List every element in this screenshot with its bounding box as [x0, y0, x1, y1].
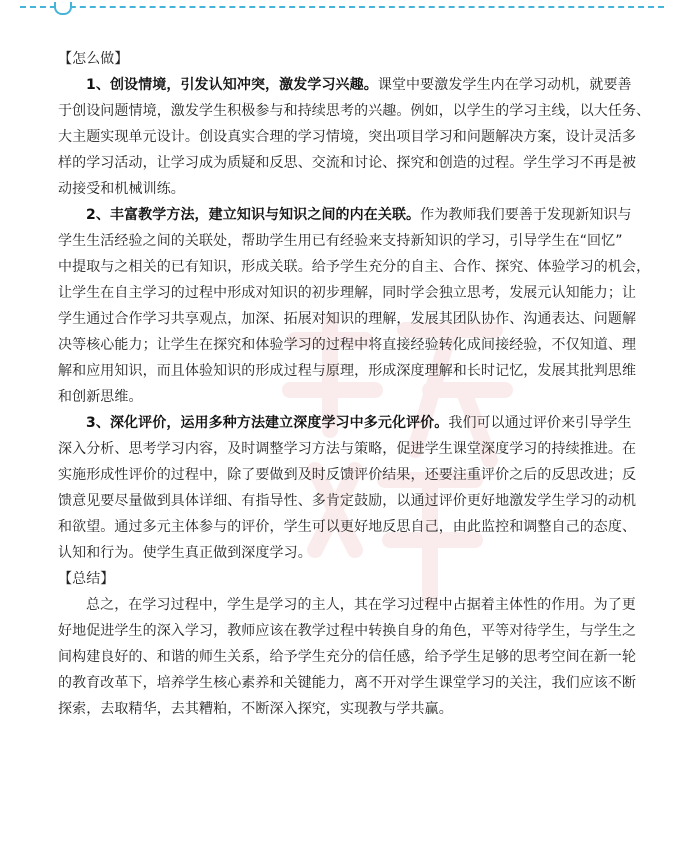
summary-line-5: 探索，去取精华，去其糟粕，不断深入探究，实现教与学共赢。 [58, 701, 453, 717]
point1-first-line [86, 72, 638, 98]
point2-line-4: 让学生在自主学习的过程中形成对知识的初步理解，同时学会独立思考，发展元认知能力；让 [58, 285, 637, 301]
point1-line-5: 动接受和机械训练。 [58, 181, 185, 197]
point3-line-5: 和欲望。通过多元主体参与的评价，学生可以更好地反思自己，由此监控和调整自己的态度、 [58, 519, 637, 535]
point3-line-2: 深入分析、思考学习内容，及时调整学习方法与策略，促进学生课堂深度学习的持续推进。在 [58, 441, 637, 457]
point3-line-3: 实施形成性评价的过程中，除了要做到及时反馈评价结果，还要注重评价之后的反思改进；反 [58, 467, 637, 483]
point1-line-4: 样的学习活动，让学习成为质疑和反思、交流和讨论、探究和创造的过程。学生学习不再是被 [58, 155, 637, 171]
top-dashed-border [20, 6, 664, 8]
point3-first-line [86, 410, 638, 436]
summary-line-2: 好地促进学生的深入学习，教师应该在教学过程中转换自身的角色，平等对待学生，与学生之 [58, 623, 637, 639]
point2-first-line [86, 202, 638, 228]
top-tab-accent [54, 2, 72, 15]
article-body [58, 46, 651, 722]
point2-title: 2、丰富教学方法，建立知识与知识之间的内在关联。 [86, 207, 421, 223]
point1-line-3: 大主题实现单元设计。创设真实合理的学习情境，突出项目学习和问题解决方案，设计灵活多 [58, 129, 637, 145]
point2-line-7: 解和应用知识，而且体验知识的形成过程与原理，形成深度理解和长时记忆，发展其批判思维 [58, 363, 637, 379]
summary-heading: 【总结】 [58, 571, 115, 587]
point1-line-2: 于创设问题情境，激发学生积极参与和持续思考的兴趣。例如，以学生的学习主线，以大任务、 [58, 103, 651, 119]
point3-line-1: 我们可以通过评价来引导学生 [448, 415, 632, 431]
point3-line-4: 馈意见要尽量做到具体详细、有指导性、多肯定鼓励，以通过评价更好地激发学生学习的动机 [58, 493, 637, 509]
point2-line-1: 作为教师我们要善于发现新知识与 [420, 207, 632, 223]
point2-line-3: 中提取与之相关的已有知识，形成关联。给予学生充分的自主、合作、探究、体验学习的机会， [58, 259, 651, 275]
summary-line-4: 的教育改革下，培养学生核心素养和关键能力，离不开对学生课堂学习的关注，我们应该不断 [58, 675, 637, 691]
point2-line-6: 决等核心能力；让学生在探究和体验学习的过程中将直接经验转化成间接经验，不仅知道、理 [58, 337, 637, 353]
point3-title: 3、深化评价，运用多种方法建立深度学习中多元化评价。 [86, 415, 449, 431]
summary-line-3: 间构建良好的、和谐的师生关系，给予学生充分的信任感，给予学生足够的思考空间在新一轮 [58, 649, 637, 665]
point3-line-6: 认知和行为。使学生真正做到深度学习。 [58, 545, 312, 561]
point2-line-8: 和创新思维。 [58, 389, 143, 405]
point2-line-2: 学生生活经验之间的关联处，帮助学生用已有经验来支持新知识的学习，引导学生在“回忆” [58, 233, 623, 249]
how-heading: 【怎么做】 [58, 51, 129, 67]
point1-title: 1、创设情境，引发认知冲突，激发学习兴趣。 [86, 77, 378, 93]
point1-line-1: 课堂中要激发学生内在学习动机，就要善 [377, 77, 632, 93]
summary-line-1: 总之，在学习过程中，学生是学习的主人，其在学习过程中占据着主体性的作用。为了更 [86, 597, 636, 613]
point2-line-5: 学生通过合作学习共享观点，加深、拓展对知识的理解，发展其团队协作、沟通表达、问题解 [58, 311, 637, 327]
